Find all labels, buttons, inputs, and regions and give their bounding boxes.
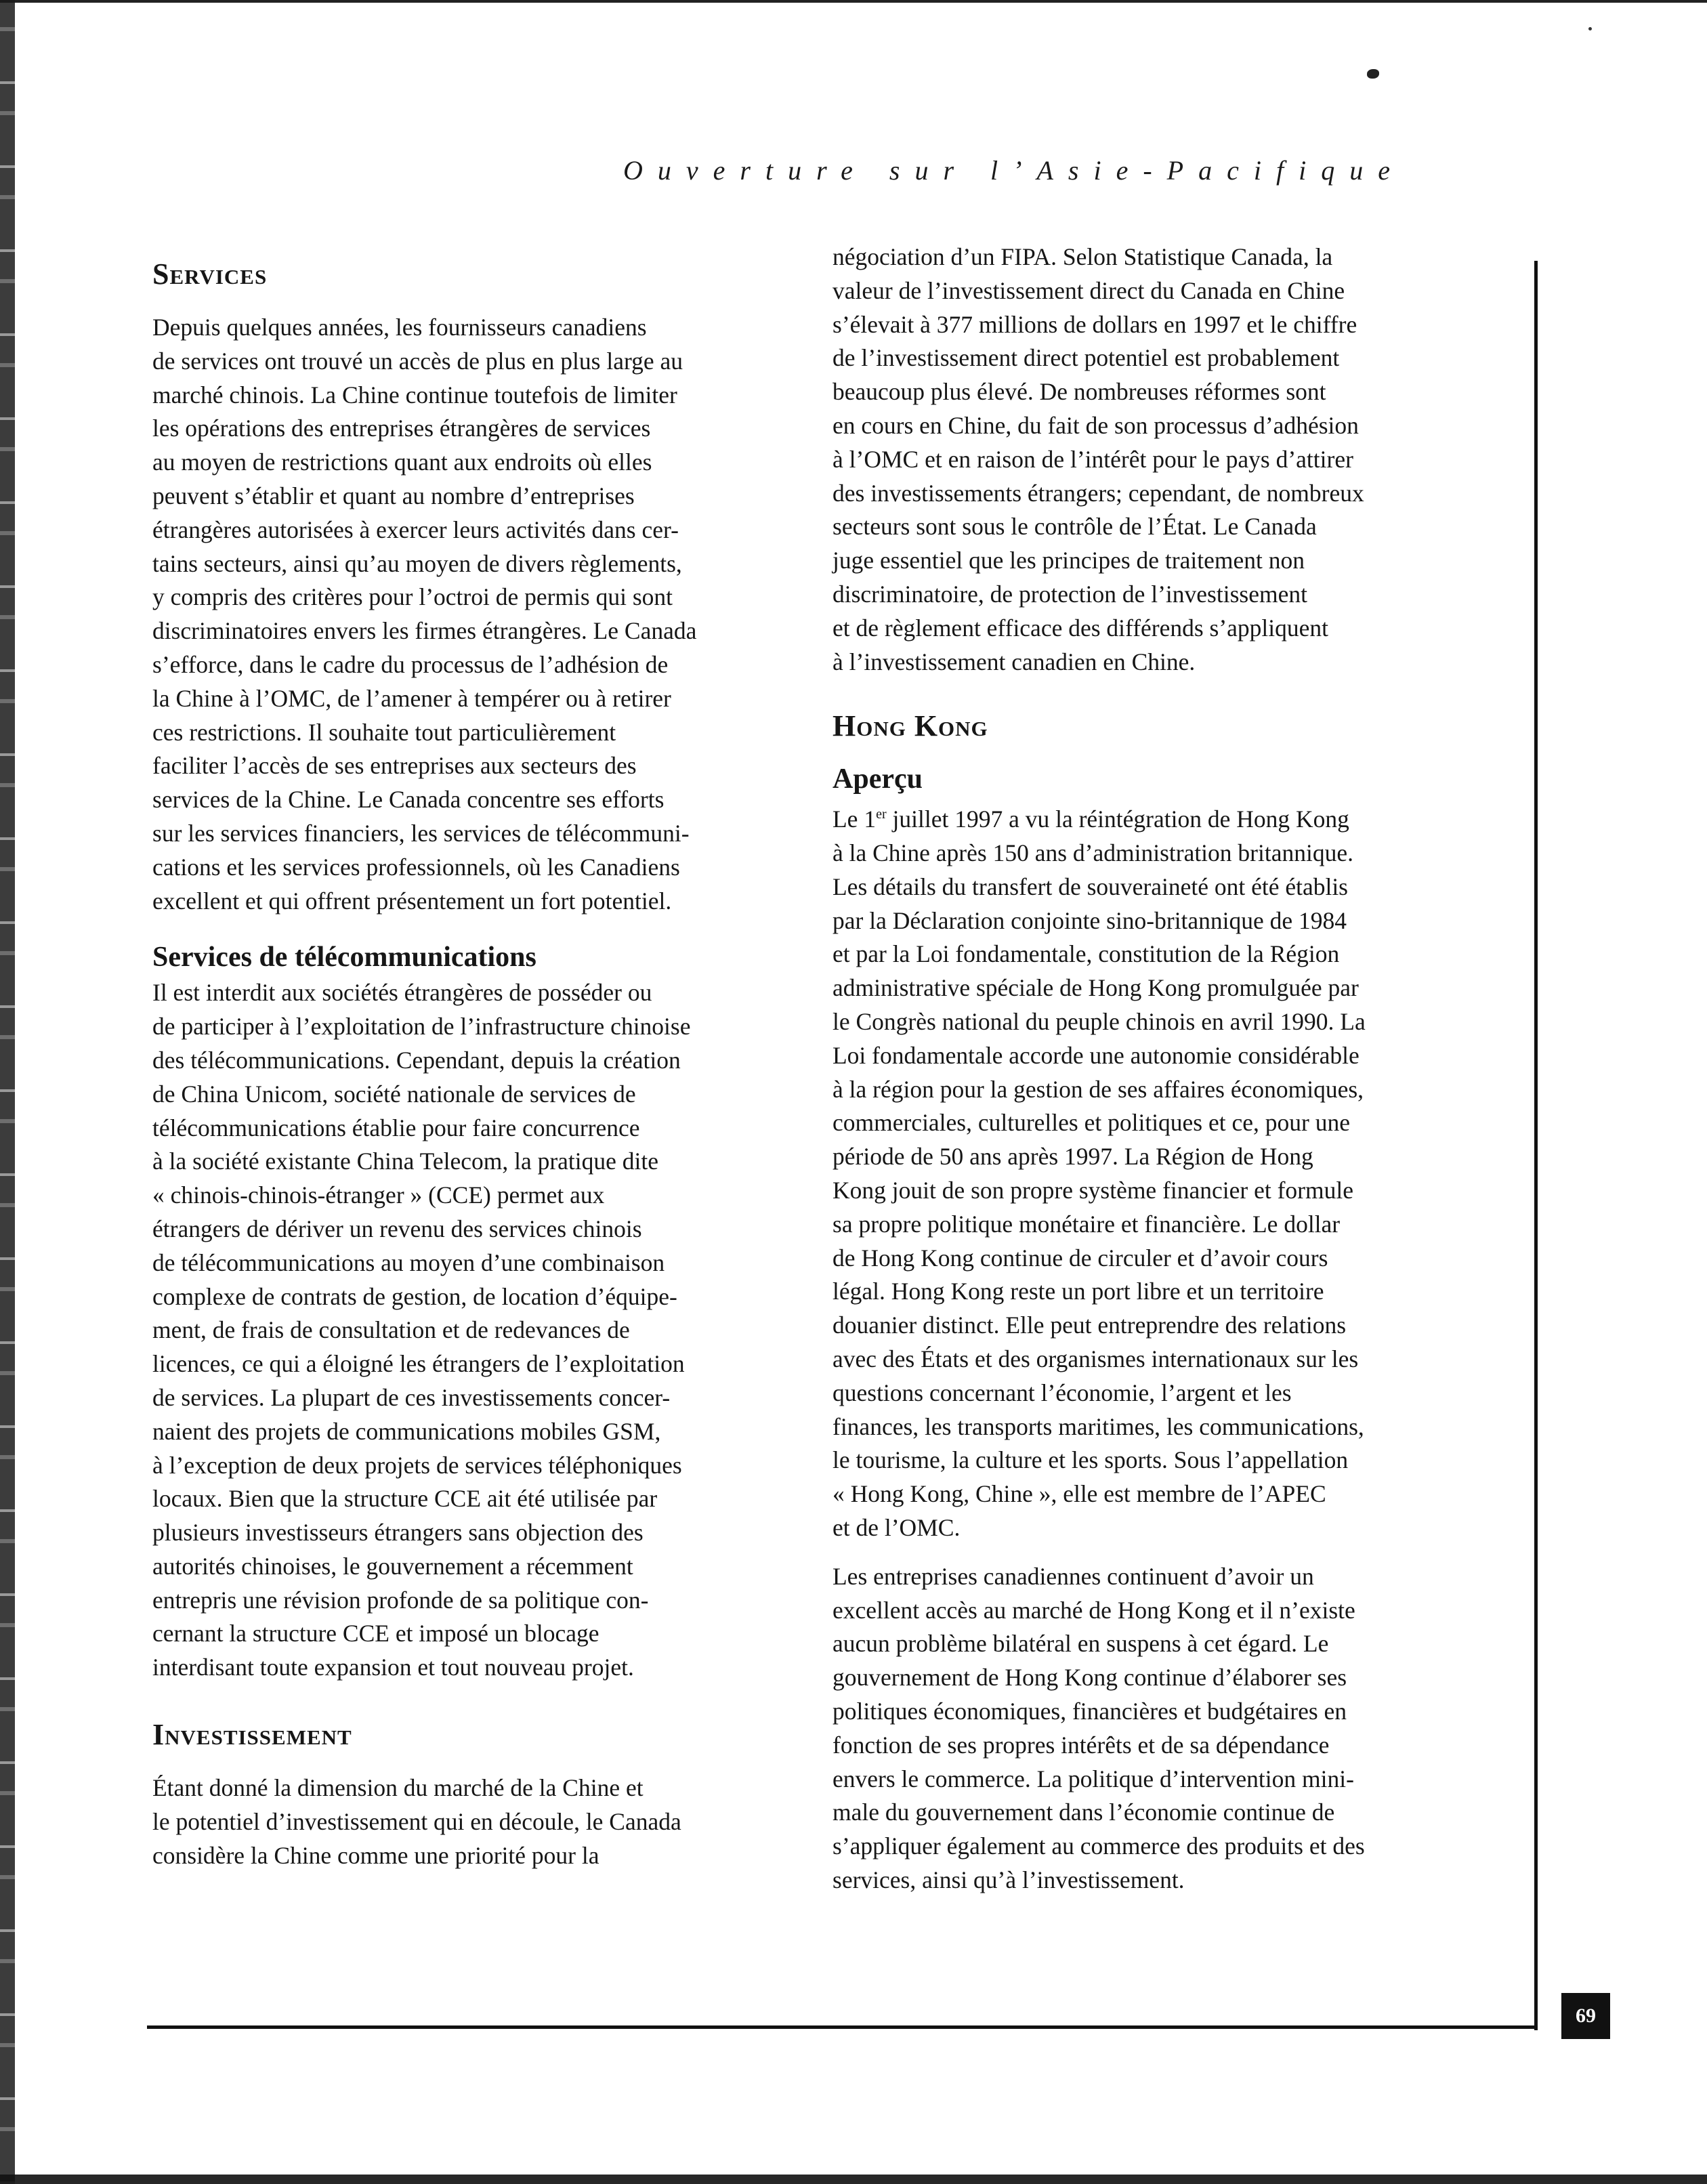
text-line: politiques économiques, financières et budgétaires en xyxy=(833,1697,1347,1725)
text-line: autorités chinoises, le gouvernement a récemment xyxy=(152,1552,633,1580)
paragraph-apercu-2 xyxy=(833,1560,1429,1897)
date-rest: juillet 1997 a vu la réintégration de Hong Kong xyxy=(886,805,1349,833)
text-line: la Chine à l’OMC, de l’amener à tempérer ou à retirer xyxy=(152,684,671,712)
text-line: et par la Loi fondamentale, constitution de la Région xyxy=(833,940,1340,968)
text-line: aucun problème bilatéral en suspens à cet égard. Le xyxy=(833,1630,1329,1658)
text-line: de l’investissement direct potentiel est probablement xyxy=(833,344,1340,372)
heading-telecom: Services de télécommunications xyxy=(152,942,536,973)
text-line: services de la Chine. Le Canada concentre ses efforts xyxy=(152,786,665,814)
text-line: tains secteurs, ainsi qu’au moyen de divers règlements, xyxy=(152,549,682,577)
heading-hong-kong: Hong Kong xyxy=(833,709,988,743)
text-line: questions concernant l’économie, l’argent et les xyxy=(833,1379,1292,1406)
text-line: marché chinois. La Chine continue toutefois de limiter xyxy=(152,381,677,408)
text-line: sa propre politique monétaire et financière. Le dollar xyxy=(833,1210,1341,1238)
text-line: et de l’OMC. xyxy=(833,1513,961,1541)
paragraph-apercu xyxy=(833,798,1429,1545)
text-line: les opérations des entreprises étrangères de services xyxy=(152,415,651,442)
text-line: s’appliquer également au commerce des produits et des xyxy=(833,1832,1365,1860)
scan-top-edge xyxy=(0,0,1707,3)
text-line: au moyen de restrictions quant aux endroits où elles xyxy=(152,448,652,476)
page-number: 69 xyxy=(1561,1993,1610,2039)
text-line: cernant la structure CCE et imposé un blocage xyxy=(152,1620,599,1647)
ordinal-sup: er xyxy=(876,807,887,822)
scan-speck xyxy=(1367,69,1379,79)
text-line: Il est interdit aux sociétés étrangères de posséder ou xyxy=(152,979,652,1007)
scan-left-edge xyxy=(0,0,15,2184)
text-line: interdisant toute expansion et tout nouveau projet. xyxy=(152,1654,634,1681)
text-line: Kong jouit de son propre système financier et formule xyxy=(833,1176,1353,1204)
text-line: « chinois-chinois-étranger » (CCE) permet aux xyxy=(152,1181,605,1209)
text-line: licences, ce qui a éloigné les étrangers de l’exploitation xyxy=(152,1350,685,1378)
text-line: « Hong Kong, Chine », elle est membre de l’APEC xyxy=(833,1480,1326,1508)
left-column xyxy=(152,240,762,1872)
text-line: envers le commerce. La politique d’intervention mini- xyxy=(833,1765,1354,1792)
text-line: gouvernement de Hong Kong continue d’élaborer ses xyxy=(833,1664,1347,1692)
text-line: de participer à l’exploitation de l’infrastructure chinoise xyxy=(152,1013,691,1041)
text-line: faciliter l’accès de ses entreprises aux secteurs des xyxy=(152,752,637,780)
text-line: administrative spéciale de Hong Kong promulguée par xyxy=(833,974,1359,1002)
vertical-rule xyxy=(1534,261,1538,2030)
text-line: fonction de ses propres intérêts et de sa dépendance xyxy=(833,1731,1330,1759)
scan-dot xyxy=(1588,27,1592,30)
text-line: Les entreprises canadiennes continuent d’avoir un xyxy=(833,1562,1314,1590)
text-line: des investissements étrangers; cependant, de nombreux xyxy=(833,479,1364,507)
text-line: Depuis quelques années, les fournisseurs canadiens xyxy=(152,314,647,341)
right-column xyxy=(833,240,1429,1897)
text-line: discriminatoires envers les firmes étrangères. Le Canada xyxy=(152,617,697,645)
text-line: naient des projets de communications mobiles GSM, xyxy=(152,1417,661,1445)
text-line: entrepris une révision profonde de sa politique con- xyxy=(152,1586,649,1614)
text-line: beaucoup plus élevé. De nombreuses réformes sont xyxy=(833,378,1326,406)
text-line: période de 50 ans après 1997. La Région de Hong xyxy=(833,1143,1313,1171)
heading-apercu: Aperçu xyxy=(833,763,923,795)
text-line: par la Déclaration conjointe sino-britannique de 1984 xyxy=(833,906,1347,934)
heading-services: Services xyxy=(152,257,268,291)
text-line: considère la Chine comme une priorité pour la xyxy=(152,1841,599,1869)
text-line: le potentiel d’investissement qui en découle, le Canada xyxy=(152,1807,681,1835)
running-header: Ouverture sur l’Asie-Pacifique xyxy=(623,155,1405,186)
text-line: à la Chine après 150 ans d’administration britannique. xyxy=(833,839,1353,866)
text-line: plusieurs investisseurs étrangers sans objection des xyxy=(152,1519,644,1547)
apercu-first-line xyxy=(833,798,1429,837)
text-line: légal. Hong Kong reste un port libre et un territoire xyxy=(833,1278,1324,1305)
text-line: étrangères autorisées à exercer leurs activités dans cer- xyxy=(152,516,679,543)
paragraph-investissement xyxy=(152,1771,762,1872)
text-line: de Hong Kong continue de circuler et d’avoir cours xyxy=(833,1244,1328,1272)
scan-bottom-edge xyxy=(0,2175,1707,2184)
paragraph-invest-continued xyxy=(833,240,1429,679)
text-line: Les détails du transfert de souveraineté ont été établis xyxy=(833,873,1348,900)
text-line: locaux. Bien que la structure CCE ait été utilisée par xyxy=(152,1485,658,1513)
text-line: secteurs sont sous le contrôle de l’État. Le Canada xyxy=(833,513,1317,541)
text-line: male du gouvernement dans l’économie continue de xyxy=(833,1799,1335,1826)
date-prefix: Le 1 xyxy=(833,805,877,833)
paragraph-services xyxy=(152,311,762,918)
text-line: à l’investissement canadien en Chine. xyxy=(833,648,1196,675)
text-line: y compris des critères pour l’octroi de permis qui sont xyxy=(152,583,673,611)
text-line: Loi fondamentale accorde une autonomie considérable xyxy=(833,1041,1360,1069)
text-line: à la région pour la gestion de ses affaires économiques, xyxy=(833,1075,1364,1103)
text-line: de services ont trouvé un accès de plus en plus large au xyxy=(152,347,683,375)
text-line: services, ainsi qu’à l’investissement. xyxy=(833,1866,1185,1893)
text-line: finances, les transports maritimes, les communications, xyxy=(833,1412,1364,1440)
text-line: juge essentiel que les principes de traitement non xyxy=(833,547,1305,574)
text-line: en cours en Chine, du fait de son processus d’adhésion xyxy=(833,411,1359,439)
text-line: et de règlement efficace des différends s’appliquent xyxy=(833,614,1329,642)
bottom-rule xyxy=(147,2025,1538,2029)
text-line: commerciales, culturelles et politiques et ce, pour une xyxy=(833,1109,1350,1137)
text-line: douanier distinct. Elle peut entreprendre des relations xyxy=(833,1311,1347,1339)
text-line: télécommunications établie pour faire concurrence xyxy=(152,1114,640,1141)
text-line: s’efforce, dans le cadre du processus de l’adhésion de xyxy=(152,650,669,678)
text-line: excellent accès au marché de Hong Kong et il n’existe xyxy=(833,1596,1355,1624)
text-line: de télécommunications au moyen d’une combinaison xyxy=(152,1248,665,1276)
text-line: à la société existante China Telecom, la pratique dite xyxy=(152,1148,659,1175)
text-line: discriminatoire, de protection de l’investissement xyxy=(833,580,1307,608)
text-line: peuvent s’établir et quant au nombre d’entreprises xyxy=(152,482,635,509)
text-line: ces restrictions. Il souhaite tout particulièrement xyxy=(152,718,616,746)
text-line: à l’OMC et en raison de l’intérêt pour le pays d’attirer xyxy=(833,445,1353,473)
heading-investissement: Investissement xyxy=(152,1718,352,1752)
text-line: s’élevait à 377 millions de dollars en 1997 et le chiffre xyxy=(833,310,1357,338)
text-line: ment, de frais de consultation et de redevances de xyxy=(152,1316,630,1344)
text-line: excellent et qui offrent présentement un fort potentiel. xyxy=(152,887,672,915)
text-line: le tourisme, la culture et les sports. Sous l’appellation xyxy=(833,1446,1349,1474)
text-line: négociation d’un FIPA. Selon Statistique Canada, la xyxy=(833,243,1333,270)
text-line: de China Unicom, société nationale de services de xyxy=(152,1080,636,1108)
text-line: étrangers de dériver un revenu des services chinois xyxy=(152,1215,642,1242)
text-line: de services. La plupart de ces investissements concer- xyxy=(152,1383,671,1411)
text-line: Étant donné la dimension du marché de la Chine et xyxy=(152,1774,644,1802)
text-line: à l’exception de deux projets de services téléphoniques xyxy=(152,1451,682,1479)
text-line: cations et les services professionnels, où les Canadiens xyxy=(152,853,680,881)
text-line: avec des États et des organismes internationaux sur les xyxy=(833,1345,1359,1372)
text-line: des télécommunications. Cependant, depuis la création xyxy=(152,1046,681,1074)
text-line: valeur de l’investissement direct du Canada en Chine xyxy=(833,276,1345,304)
text-line: le Congrès national du peuple chinois en avril 1990. La xyxy=(833,1007,1366,1035)
text-line: complexe de contrats de gestion, de location d’équipe- xyxy=(152,1282,677,1310)
text-line: sur les services financiers, les services de télécommuni- xyxy=(152,819,690,847)
paragraph-telecom xyxy=(152,976,762,1685)
